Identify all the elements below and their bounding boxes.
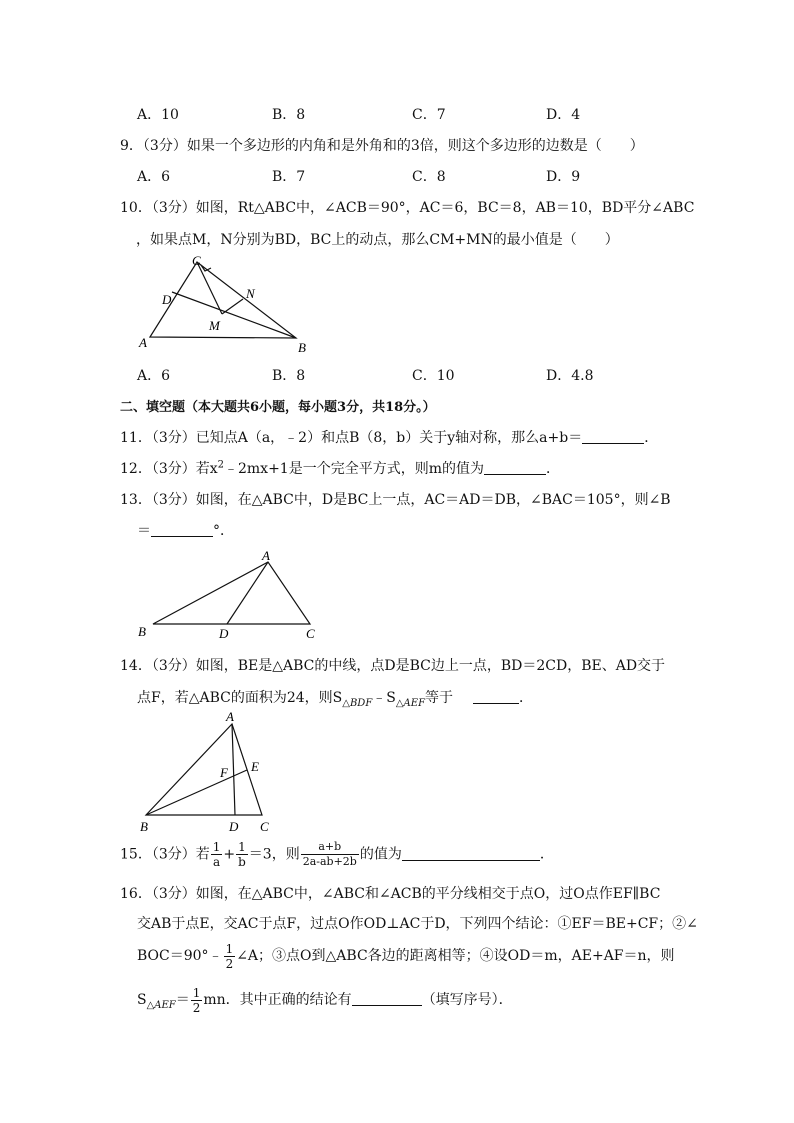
q13-question-line2: ＝ °． [137,523,234,539]
q16-question-line1: 16．（3分）如图，在△ABC中，∠ABC和∠ACB的平分线相交于点O，过O点作EF∥BC [120,886,661,902]
q9-option-c: C．8 [412,169,446,185]
q10-option-b: B．8 [272,368,306,384]
q10-label-b: B [298,340,306,355]
q10-label-d: D [162,292,172,307]
q10-option-c: C．10 [412,368,455,384]
q14-segment-be [146,770,247,815]
q13-label-c: C [306,626,315,641]
q16-answer-blank[interactable] [352,991,422,1006]
q9-option-a: A．6 [137,169,171,185]
q10-label-a: A [139,335,147,350]
q14-label-b: B [140,819,148,834]
q16-question-line3: BOC＝90°﹣ $\frac{1}{2}$ ∠A；③点O到△ABC各边的距离相等；④设OD＝m，AE+AF＝n，则 [137,941,675,971]
q10-question-line1: 10．（3分）如图，Rt△ABC中，∠ACB＝90°，AC＝6，BC＝8，AB＝10，BD平分∠ABC [120,200,695,216]
q8-option-d: D．4 [546,107,581,123]
q8-option-b: B．8 [272,107,306,123]
q14-segment-ad [232,724,235,815]
q8-option-a: A．10 [137,107,179,123]
q10-question-line2: ，如果点M，N分别为BD，BC上的动点，那么CM+MN的最小值是（ ） [136,232,619,248]
q9-option-b: B．7 [272,169,306,185]
q14-label-f: F [220,765,228,780]
section-2-heading: 二、填空题（本大题共6小题，每小题3分，共18分。） [120,400,436,415]
q15-answer-blank[interactable] [402,846,540,861]
q11-question: 11．（3分）已知点A（a，﹣2）和点B（8，b）关于y轴对称，那么a+b＝ ． [120,430,659,446]
q14-label-e: E [251,759,259,774]
q16-question-line2: 交AB于点E，交AC于点F，过点O作OD⊥AC于D，下列四个结论：①EF＝BE+CF；②∠ [137,916,698,932]
q10-option-a: A．6 [137,368,171,384]
q9-option-d: D．9 [546,169,581,185]
q13-label-b: B [138,624,146,639]
q12-question: 12．（3分）若$x^2﹣2mx+1$是一个完全平方式，则m的值为 ． [120,459,560,477]
q10-label-m: M [209,318,220,333]
q14-triangle [146,724,262,815]
q10-label-c: C [192,253,201,268]
q15-question: 15．（3分）若 $\frac{1}{a}$ + $\frac{1}{b}$ ＝3，则 $\frac{a+b}{2a-ab+2b}$ 的值为 ． [120,840,554,869]
q13-label-a: A [262,548,270,563]
q8-option-c: C．7 [412,107,446,123]
q10-option-d: D．4.8 [546,368,594,384]
q9-question: 9．（3分）如果一个多边形的内角和是外角和的3倍，则这个多边形的边数是（ ） [120,138,644,154]
q14-question-line2: 点F，若△ABC的面积为24，则$S_{\triangle BDF}﹣S_{\triangle AEF}$等于 ． [137,690,534,709]
q14-label-a: A [226,709,234,724]
q13-label-d: D [219,626,229,641]
q14-label-d: D [229,819,239,834]
q14-question-line1: 14．（3分）如图，BE是△ABC的中线，点D是BC边上一点，BD＝2CD，BE、AD交于 [120,658,666,674]
q13-question-line1: 13．（3分）如图，在△ABC中，D是BC上一点，AC＝AD＝DB，∠BAC＝105°，则∠B [120,492,671,508]
q16-question-line4: $S_{\triangle AEF}=$ $\frac{1}{2}$ mn．其中正确的结论有 （填写序号）． [137,985,513,1015]
q10-label-n: N [246,286,255,301]
q14-label-c: C [260,819,269,834]
